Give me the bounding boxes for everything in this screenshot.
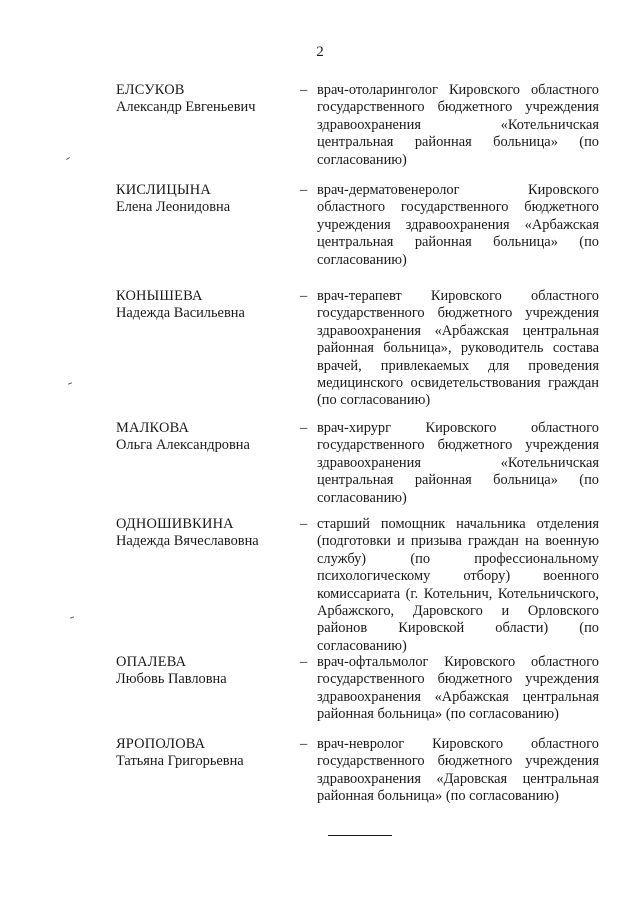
given-names: Татьяна Григорьевна [116,753,244,770]
position-description: врач-терапевт Кировского областного государственного бюджетного учреждения здравоохранения «Арбажская центральная районная больница», руководитель состава врачей, привлекаемых для проведения медицинского освидетельствования граждан (по согласованию) [317,288,599,409]
position-description: врач-офтальмолог Кировского областного государственного бюджетного учреждения здравоохранения «Арбажская центральная районная больница» (по согласованию) [317,654,599,723]
position-description: врач-хирург Кировского областного государственного бюджетного учреждения здравоохранения «Котельничская центральная районная больница» (по согласованию) [317,420,599,506]
person-name [116,288,286,323]
dash: – [300,654,308,670]
end-rule [328,835,392,836]
dash: – [300,516,308,532]
given-names: Надежда Вячеславовна [116,533,259,550]
person-name [116,654,286,689]
person-name [116,82,286,117]
person-name [116,420,286,455]
position-description: врач-отоларинголог Кировского областного государственного бюджетного учреждения здравоохранения «Котельничская центральная районная больница» (по согласованию) [317,82,599,168]
dash: – [300,288,308,304]
given-names: Ольга Александровна [116,437,250,454]
given-names: Елена Леонидовна [116,199,231,216]
dash: – [300,82,308,98]
person-name [116,516,286,551]
position-description: старший помощник начальника отделения (подготовки и призыва граждан на военную службу) (по профессиональному психологическому отбору) военного комиссариата (г. Котельнич, Котельничского, Арбажского, Даровского и Орловского районов Кировской области) (по согласованию) [317,516,599,654]
dash: – [300,182,308,198]
surname: ЯРОПОЛОВА [116,736,206,752]
surname: КОНЫШЕВА [116,288,203,304]
surname: МАЛКОВА [116,420,190,436]
surname: КИСЛИЦЫНА [116,182,211,198]
dash: – [300,736,308,752]
given-names: Любовь Павловна [116,671,227,688]
surname: ЕЛСУКОВ [116,82,185,98]
position-description: врач-дерматовенеролог Кировского областного государственного бюджетного учреждения здравоохранения «Арбажская центральная районная больница» (по согласованию) [317,182,599,268]
page-number: 2 [316,44,324,60]
scan-speck [66,157,70,160]
person-name [116,182,286,217]
given-names: Надежда Васильевна [116,305,245,322]
given-names: Александр Евгеньевич [116,99,256,116]
scan-speck [70,616,74,618]
surname: ОДНОШИВКИНА [116,516,234,532]
dash: – [300,420,308,436]
scan-speck [68,382,72,384]
position-description: врач-невролог Кировского областного государственного бюджетного учреждения здравоохранения «Даровская центральная районная больница» (по согласованию) [317,736,599,805]
person-name [116,736,286,771]
surname: ОПАЛЕВА [116,654,187,670]
